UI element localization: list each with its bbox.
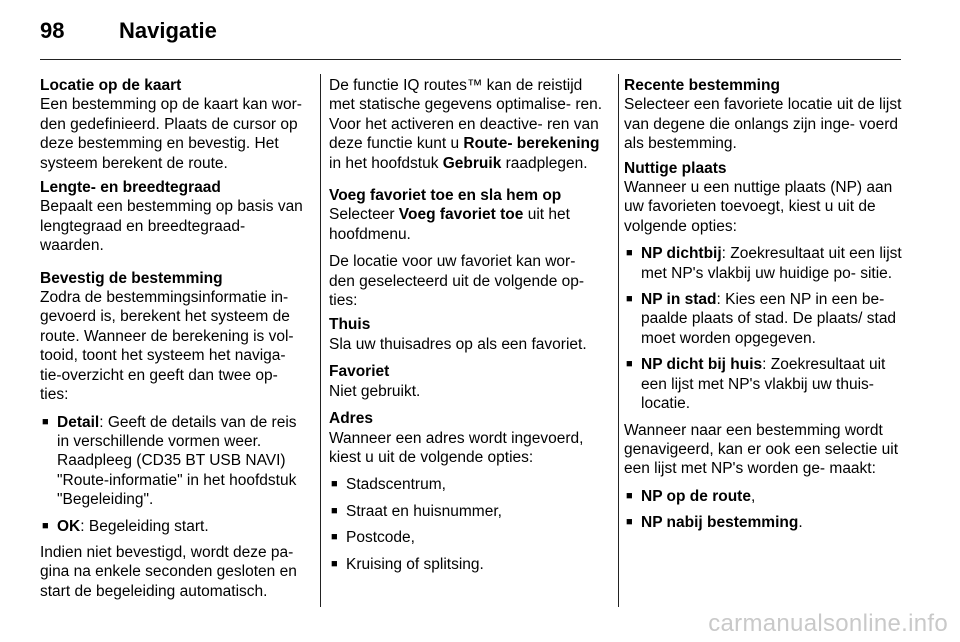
section-heading: Adres [329,410,373,428]
section-text: Bepaalt een bestemming op basis van lengtegraad en breedtegraad- waarden. [40,198,303,255]
bullet-text: , [750,487,756,505]
section-text: Zodra de bestemmingsinformatie in- gevoerd is, berekent het systeem de route. Wanneer de berekening is vol- tooid, toont het systeem het naviga- tie-overzicht en geeft dan twee op- ties: [40,289,294,404]
column-1 [40,76,306,609]
section-heading: Bevestig de bestemming [40,269,223,287]
bold-run: Voeg favoriet toe [398,206,524,224]
bullet-item-np-dichtbij [624,244,906,283]
section-favoriet [329,362,604,401]
bold-run: Route- berekening [463,135,600,153]
bullet-label: NP dichtbij [641,245,722,263]
section-nuttige [624,159,906,237]
paragraph-indien: Indien niet bevestigd, wordt deze pa- gina na enkele seconden gesloten en start de begeleiding automatisch. [40,543,297,600]
list-item: ■ Stadscentrum, [329,475,604,494]
watermark: carmanualsonline.info [708,610,948,637]
column-2 [329,76,604,581]
header-rule [40,59,901,60]
bold-run: Gebruik [442,154,502,172]
bullet-label: NP nabij bestemming [641,514,799,532]
section-heading: Nuttige plaats [624,159,727,177]
section-text: Sla uw thuisadres op als een favoriet. [329,335,587,353]
bullet-text: : Geeft de details van de reis in verschillende vormen weer. Raadpleeg (CD35 BT USB NAVI) "Route-informatie" in het hoofdstuk "Begeleiding". [57,413,297,509]
section-bevestig [40,269,306,405]
text-run: uit het hoofdmenu. [329,206,570,243]
list-item: ■ Postcode, [329,528,604,547]
section-adres [329,409,604,467]
paragraph-locatie-favoriet: De locatie voor uw favoriet kan wor- den geselecteerd uit de volgende op- ties: [329,253,585,310]
section-lengte [40,178,306,256]
list-item: ■ Kruising of splitsing. [329,555,604,574]
bullet-item-detail [40,413,306,510]
bullet-text: . [798,514,803,532]
section-text: Selecteer een favoriete locatie uit de lijst van degene die onlangs zijn inge- voerd als bestemming. [624,96,902,153]
column-divider-1 [320,74,321,607]
text-run: Selecteer [329,206,399,224]
section-text: Niet gebruikt. [329,382,421,400]
section-thuis [329,315,604,354]
section-voeg-favoriet [329,186,604,244]
bullet-text: : Begeleiding start. [80,517,209,535]
bullet-label: NP op de route [641,487,751,505]
section-locatie [40,76,306,173]
section-heading: Favoriet [329,363,390,381]
section-heading: Thuis [329,316,371,334]
bullet-item-ok [40,517,306,536]
bullet-label: OK [57,517,81,535]
column-3 [624,76,906,540]
column-divider-2 [618,74,619,607]
page-number: 98 [40,18,65,43]
paragraph-iq-routes [329,76,604,173]
bullet-item-np-dicht-bij-huis [624,355,906,413]
text-run: in het hoofdstuk [329,154,443,172]
bullet-item-np-op-de-route [624,487,906,506]
list-item: ■ Straat en huisnummer, [329,502,604,521]
paragraph-wanneer: Wanneer naar een bestemming wordt genavigeerd, kan er ook een selectie uit een lijst met NP's worden ge- maakt: [624,421,899,478]
bullet-label: Detail [57,413,100,431]
bullet-item-np-nabij-bestemming [624,513,906,532]
section-text: Wanneer een adres wordt ingevoerd, kiest u uit de volgende opties: [329,429,584,466]
section-heading: Locatie op de kaart [40,77,182,94]
bullet-label: NP dicht bij huis [641,356,763,374]
bullet-text: : Kies een NP in een be- paalde plaats of stad. De plaats/ stad moet worden opgegeven. [641,291,897,347]
text-run: De functie IQ routes™ kan de reistijd met statische gegevens optimalise- ren. Voor het activeren en deactive- ren van deze functie kunt u [329,77,603,153]
page-title: Navigatie [119,18,217,43]
section-heading: Lengte- en breedtegraad [40,179,221,197]
bullet-item-np-in-stad [624,290,906,348]
bullet-text: : Zoekresultaat uit een lijst met NP's vlakbij uw huidige po- sitie. [641,245,902,282]
section-heading: Recente bestemming [624,77,780,94]
section-heading: Voeg favoriet toe en sla hem op [329,187,562,205]
section-text: Een bestemming op de kaart kan wor- den gedefinieerd. Plaats de cursor op deze bestemming en bevestig. Het systeem berekent de route. [40,96,302,172]
bullet-text: : Zoekresultaat uit een lijst met NP's vlakbij uw thuis- locatie. [641,356,886,413]
bullet-label: NP in stad [641,291,717,309]
section-text: Wanneer u een nuttige plaats (NP) aan uw favorieten toevoegt, kiest u uit de volgende opties: [624,179,893,235]
section-recente [624,76,906,154]
text-run: raadplegen. [501,154,588,172]
